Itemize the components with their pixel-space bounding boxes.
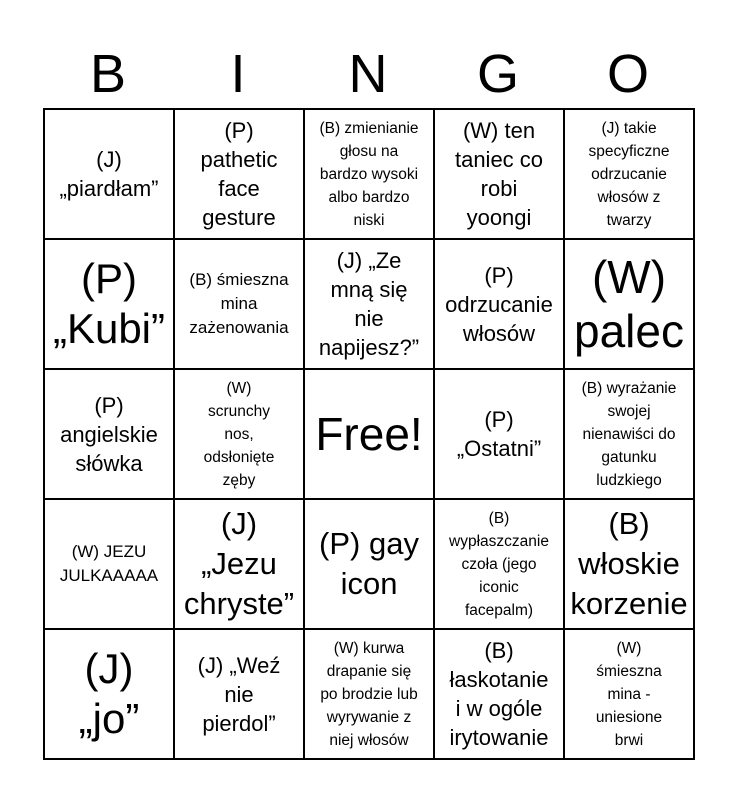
cell-label: (W) śmieszna mina - uniesione brwi — [595, 639, 663, 749]
bingo-cell[interactable] — [174, 629, 304, 759]
cell-label: (W) kurwa drapanie się po brodzie lub wyrywanie z niej włosów — [320, 639, 418, 749]
cell-label: (W) JEZU JULKAAAAA — [59, 542, 159, 585]
bingo-cell[interactable] — [174, 499, 304, 629]
cell-label: (J) „Jezu chryste” — [183, 506, 295, 621]
header-letter-g: G — [476, 44, 519, 104]
cell-label: (B) zmienianie głosu na bardzo wysoki albo bardzo niski — [319, 119, 419, 229]
bingo-cell[interactable] — [434, 629, 564, 759]
cell-label: (J) takie specyficzne odrzucanie włosów z twarzy — [588, 119, 670, 229]
header-letter-n: N — [348, 44, 388, 104]
bingo-cell[interactable] — [304, 109, 434, 239]
cell-label: (P) pathetic face gesture — [200, 118, 278, 230]
cell-label: (P) angielskie słówka — [60, 392, 158, 476]
cell-label: (J) „jo” — [78, 645, 140, 742]
cell-label: (W) palec — [574, 251, 684, 357]
bingo-cell[interactable] — [434, 369, 564, 499]
bingo-cell[interactable] — [434, 499, 564, 629]
grid-row — [44, 109, 694, 239]
grid-row — [44, 629, 694, 759]
bingo-cell[interactable] — [174, 109, 304, 239]
cell-label: (P) „Kubi” — [52, 255, 166, 352]
cell-label: (B) łaskotanie i w ogóle irytowanie — [449, 638, 549, 750]
bingo-cell[interactable] — [564, 369, 694, 499]
cell-label: (B) wyrażanie swojej nienawiści do gatunku ludzkiego — [581, 379, 677, 489]
bingo-header — [43, 40, 693, 108]
grid-row — [44, 239, 694, 369]
free-space-cell[interactable] — [304, 369, 434, 499]
bingo-cell[interactable] — [564, 499, 694, 629]
grid-row — [44, 369, 694, 499]
cell-label: (J) „piardłam” — [59, 147, 159, 201]
cell-label: (B) śmieszna mina zażenowania — [189, 270, 289, 337]
cell-label: (P) gay icon — [319, 526, 419, 601]
bingo-cell[interactable] — [434, 109, 564, 239]
bingo-cell[interactable] — [44, 239, 174, 369]
cell-label: (W) scrunchy nos, odsłonięte zęby — [203, 379, 275, 489]
header-letter-b: B — [89, 44, 127, 104]
bingo-grid — [43, 108, 695, 760]
cell-label: (J) „Weź nie pierdol” — [197, 652, 281, 736]
bingo-cell[interactable] — [304, 499, 434, 629]
bingo-cell[interactable] — [44, 109, 174, 239]
cell-label: (J) „Ze mną się nie napijesz?” — [318, 248, 420, 360]
cell-label: (P) „Ostatni” — [456, 407, 542, 461]
bingo-cell[interactable] — [434, 239, 564, 369]
cell-label: (B) włoskie korzenie — [570, 506, 688, 621]
cell-label: (W) ten taniec co robi yoongi — [454, 118, 544, 230]
bingo-cell[interactable] — [174, 369, 304, 499]
bingo-cell[interactable] — [304, 629, 434, 759]
bingo-cell[interactable] — [44, 369, 174, 499]
bingo-cell[interactable] — [304, 239, 434, 369]
cell-label: (B) wypłaszczanie czoła (jego iconic facepalm) — [449, 509, 549, 619]
free-space-label: Free! — [315, 408, 423, 460]
bingo-cell[interactable] — [44, 629, 174, 759]
bingo-cell[interactable] — [564, 629, 694, 759]
header-letter-i: I — [230, 44, 246, 104]
bingo-cell[interactable] — [564, 239, 694, 369]
bingo-cell[interactable] — [564, 109, 694, 239]
bingo-cell[interactable] — [174, 239, 304, 369]
grid-row — [44, 499, 694, 629]
cell-label: (P) odrzucanie włosów — [445, 262, 553, 346]
header-letter-o: O — [606, 44, 649, 104]
bingo-cell[interactable] — [44, 499, 174, 629]
